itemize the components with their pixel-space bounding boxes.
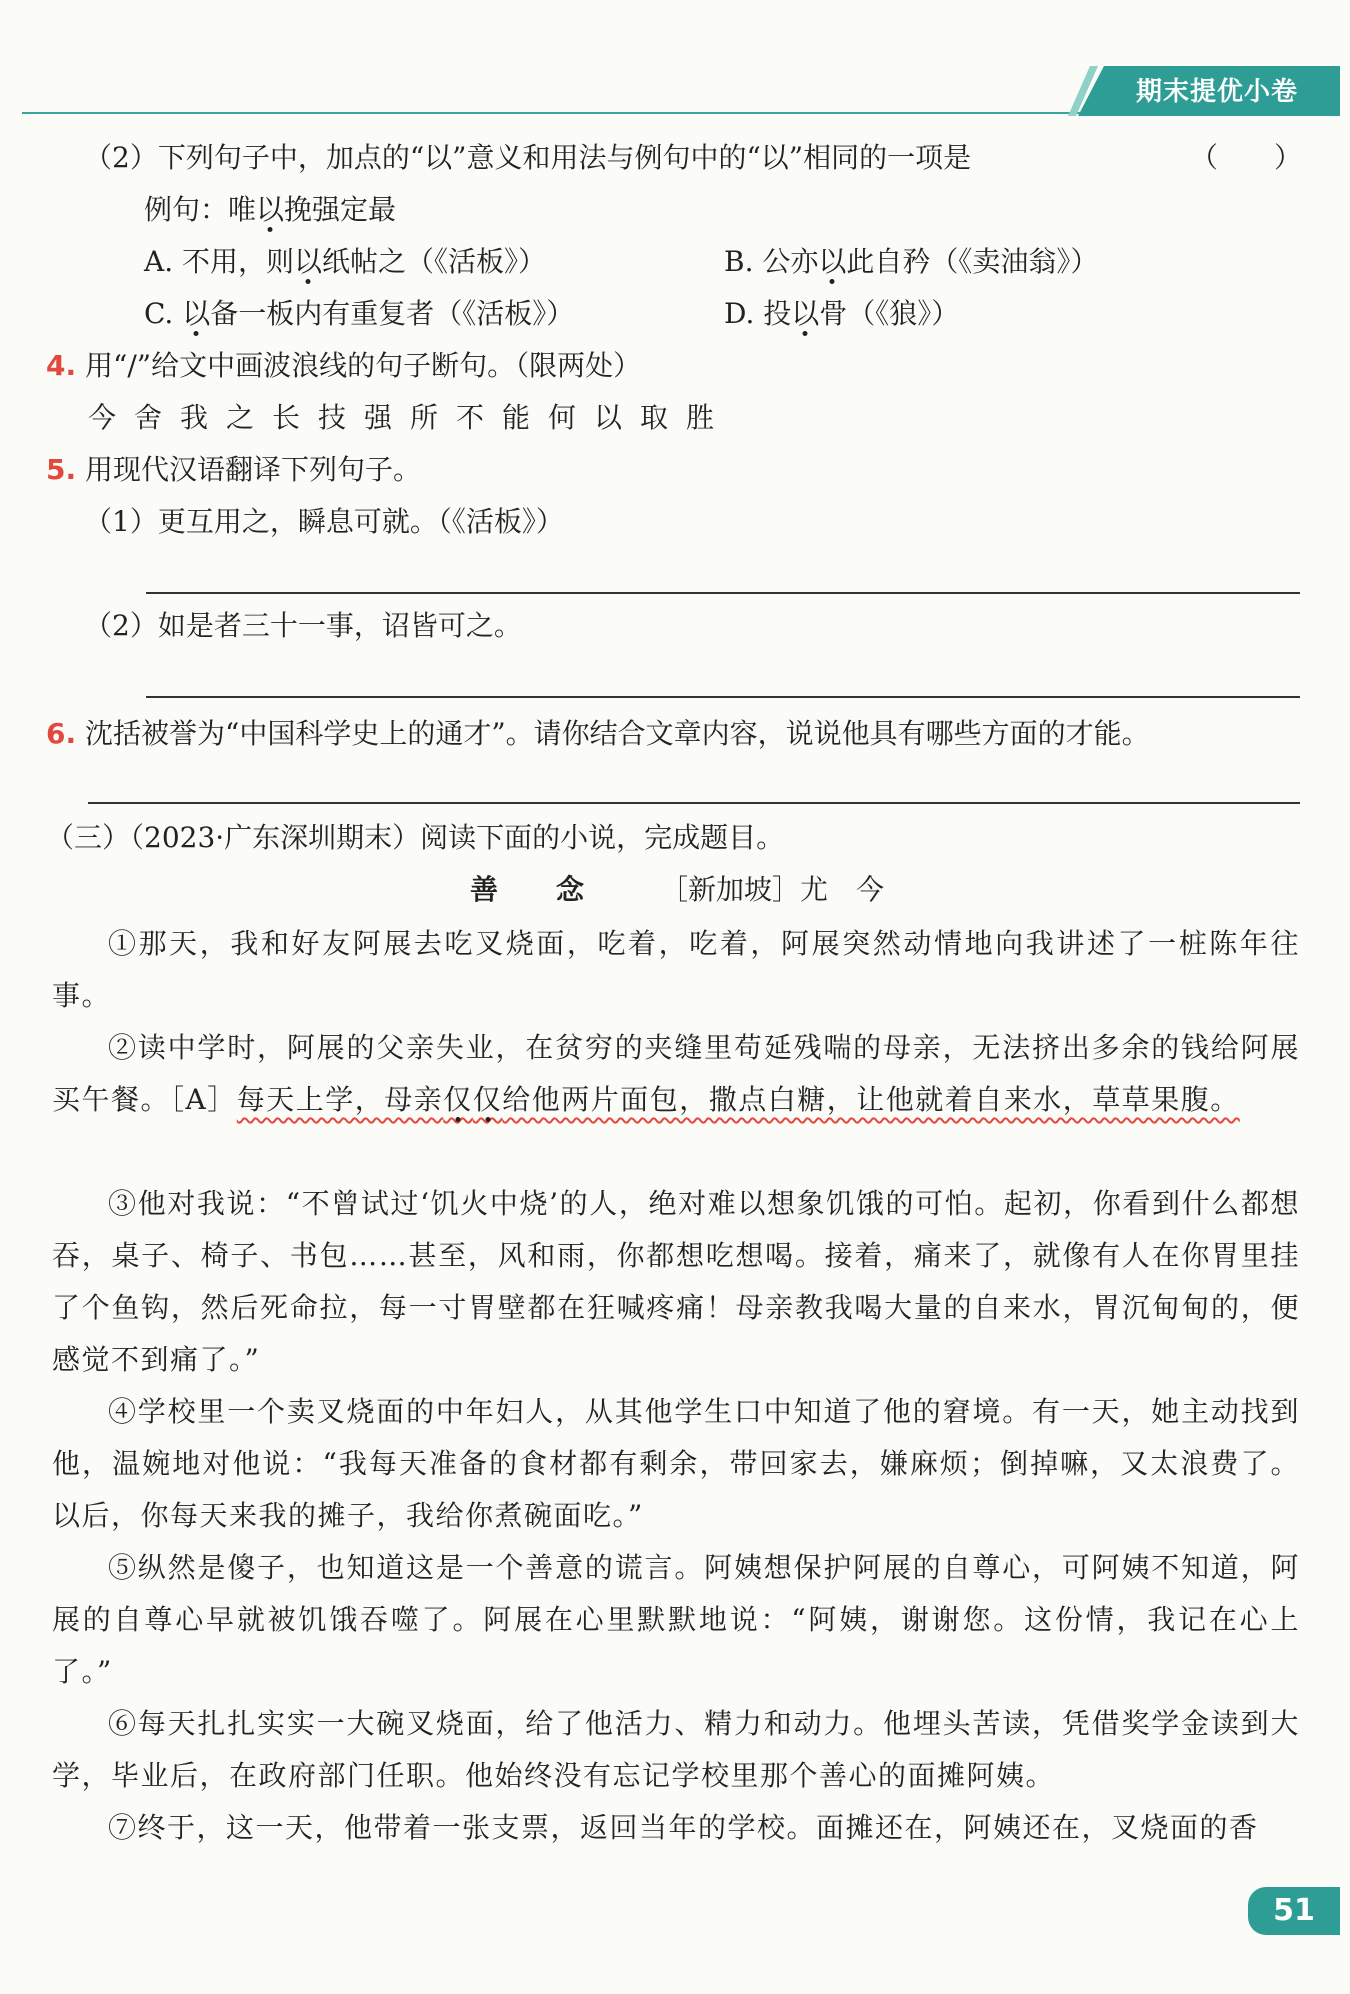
paragraph-6: ⑥每天扎扎实实一大碗叉烧面，给了他活力、精力和动力。他埋头苦读，凭借奖学金读到大学，毕业后，在政府部门任职。他始终没有忘记学校里那个善心的面摊阿姨。: [52, 1707, 1300, 1792]
story-author: ［新加坡］尤 今: [660, 873, 885, 906]
q2-option-b: B. 公亦以此自矜（《卖油翁》）: [724, 245, 1099, 278]
q2-example: 例句：唯以挽强定最: [144, 193, 397, 226]
q5-item-1: （1）更互用之，瞬息可就。（《活板》）: [84, 505, 564, 538]
paragraph-4: ④学校里一个卖叉烧面的中年妇人，从其他学生口中知道了他的窘境。有一天，她主动找到他，温婉地对他说：“我每天准备的食材都有剩余，带回家去，嫌麻烦；倒掉嘛，又太浪费了。以后，你每天来我的摊子，我给你煮碗面吃。”: [52, 1395, 1300, 1532]
paragraph-1: ①那天，我和好友阿展去吃叉烧面，吃着，吃着，阿展突然动情地向我讲述了一桩陈年往事。: [52, 927, 1300, 1012]
section-3-intro: （三）（2023·广东深圳期末）阅读下面的小说，完成题目。: [46, 821, 785, 854]
paragraph-7: ⑦终于，这一天，他带着一张支票，返回当年的学校。面摊还在，阿姨还在，叉烧面的香: [108, 1811, 1259, 1844]
q2-option-d: D. 投以骨（《狼》）: [724, 297, 960, 330]
header-title: 期末提优小卷: [1136, 77, 1299, 107]
story-title: 善念: [470, 873, 643, 906]
question-6: 6. 沈括被誉为“中国科学史上的通才”。请你结合文章内容，说说他具有哪些方面的才能。: [46, 717, 1150, 750]
answer-line-6: [88, 802, 1300, 804]
question-5: 5. 用现代汉语翻译下列句子。: [46, 453, 422, 486]
answer-line-5-2: [146, 696, 1300, 698]
q2-stem: （2）下列句子中，加点的“以”意义和用法与例句中的“以”相同的一项是: [84, 141, 972, 174]
wavy-sentence-a: 每天上学，母亲仅仅给他两片面包，撒点白糖，让他就着自来水，草草果腹。: [236, 1083, 1240, 1116]
answer-line-5-1: [146, 592, 1300, 594]
question-4: 4. 用“/”给文中画波浪线的句子断句。（限两处）: [46, 349, 642, 382]
q2-answer-paren: （ ）: [1190, 141, 1303, 174]
q4-sentence: 今舍我之长技强所不能何以取胜: [88, 401, 733, 434]
q2-option-a: A. 不用，则以纸帖之（《活板》）: [144, 245, 547, 278]
page-number: 51: [1248, 1887, 1340, 1935]
q5-item-2: （2）如是者三十一事，诏皆可之。: [84, 609, 522, 642]
paragraph-2: ②读中学时，阿展的父亲失业，在贫穷的夹缝里苟延残喘的母亲，无法挤出多余的钱给阿展买午餐。［A］每天上学，母亲仅仅给他两片面包，撒点白糖，让他就着自来水，草草果腹。: [52, 1031, 1300, 1116]
q2-option-c: C. 以备一板内有重复者（《活板》）: [144, 297, 575, 330]
paragraph-3: ③他对我说：“不曾试过‘饥火中烧’的人，绝对难以想象饥饿的可怕。起初，你看到什么都想吞，桌子、椅子、书包……甚至，风和雨，你都想吃想喝。接着，痛来了，就像有人在你胃里挂了个鱼钩，然后死命拉，每一寸胃壁都在狂喊疼痛！母亲教我喝大量的自来水，胃沉甸甸的，便感觉不到痛了。”: [52, 1187, 1300, 1376]
paragraph-5: ⑤纵然是傻子，也知道这是一个善意的谎言。阿姨想保护阿展的自尊心，可阿姨不知道，阿展的自尊心早就被饥饿吞噬了。阿展在心里默默地说：“阿姨，谢谢您。这份情，我记在心上了。”: [52, 1551, 1300, 1688]
